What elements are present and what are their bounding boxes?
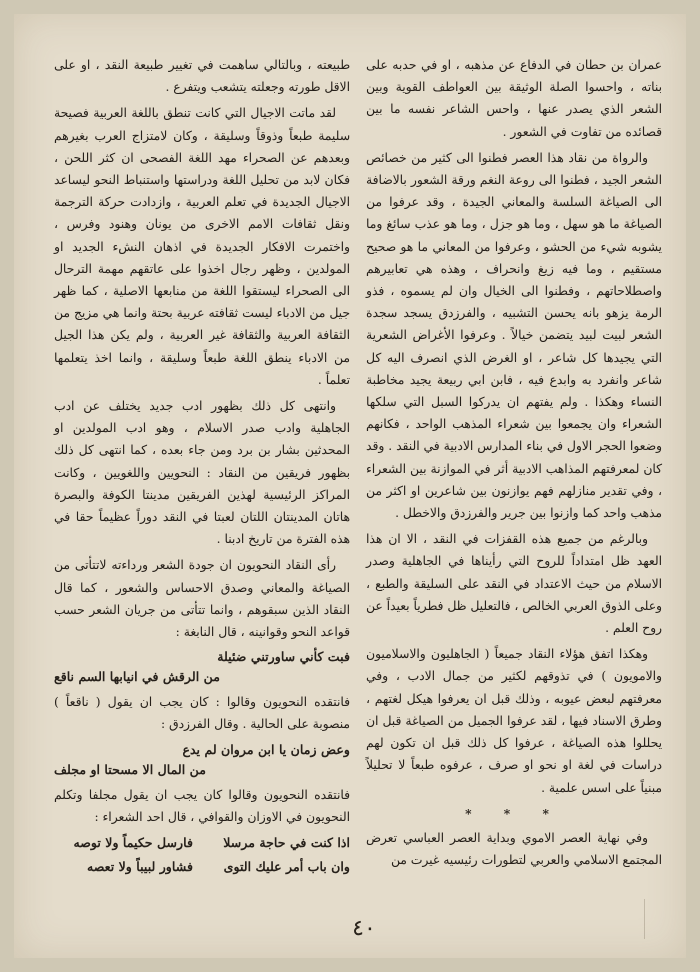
- verse-hemistich: فشاور لبيباً ولا تعصه: [86, 859, 193, 875]
- margin-mark: [644, 899, 673, 939]
- verse-hemistich: فبت كأني ساورتني ضئيلة: [217, 649, 350, 665]
- paragraph: طبيعته ، وبالتالي ساهمت في تغيير طبيعة النقد ، او على الاقل طورته وجعلته يتشعب ويتفرع .: [54, 58, 350, 95]
- paragraph: فانتقده النحويون وقالوا : كان يجب ان يقول ( ناقعاً ) منصوبة على الحالية . وقال الفرزدق :: [54, 695, 350, 732]
- paragraph: والرواة من نقاد هذا العصر فطنوا الى كثير من خصائص الشعر الجيد ، فطنوا الى روعة النغم ورقة الشعور بالاضافة الى الصياغة السلسة والمعاني الجيدة ، وقد عرفوا من الصياغة ما هو سهل ، وما هو جزل ، وما هو عذب سائغ وما يشوبه شيء من الحشو ، وعرفوا من المعاني ما هو صحيح مستقيم ، وما فيه زيغ وانحراف ، وهذه هي تعابيرهم واصطلاحاتهم ، وفطنوا الى الخيال وان لم يسموه ، فذو الرمة يزهو بانه يحسن التشبيه ، والفرزدق يسجد سجدة الشعر لبيت لبيد يتضمن خيالاً . وعرفوا الأغراض الشعرية التي يجيدها كل شاعر ، او الغرض الذي انصرف اليه كل شاعر وانفرد به وابدع فيه ، فابن ابي ربيعة يجيد مخاطبة النساء وهكذا . ولم يفتهم ان يدركوا السبل التي سلكها الشعراء وان يجمعوا بين شعراء المذهب الواحد ، فكانهم وضعوا الحجر الاول في بناء المدارس الادبية في النقد . وقد كان لمعرفتهم المذاهب الادبية أثر في الموازنة بين الشعراء ، وفي تقدير منازلهم فهم يوازنون بين شاعرين او اكثر من مذهب واحد كما وازنوا بين جرير والفرزدق والاخطل .: [366, 150, 662, 521]
- right-column: [366, 54, 662, 875]
- book-page: [14, 14, 686, 958]
- paragraph: فانتقده النحويون وقالوا كان يجب ان يقول مجلفا وتكلم النحويون في الاوزان والقوافي ، قال احد الشعراء :: [54, 787, 350, 824]
- verse-hemistich: من المال الا مسحتا او مجلف: [54, 761, 206, 777]
- verse-hemistich: من الرقش في انيابها السم ناقع: [54, 669, 220, 685]
- poem-verse: [54, 740, 350, 780]
- paragraph: رأى النقاد النحويون ان جودة الشعر ورداءته لاتتأتى من الصياغة والمعاني وصدق الاحساس والشعور ، كما قال النقاد الذين سبقوهم ، وانما تتأتى من جريان الشعر حسب قواعد النحو وقوانينه ، قال النابغة :: [54, 558, 350, 640]
- page-number: ٤٠: [352, 916, 376, 941]
- poem-verse: [54, 832, 350, 878]
- section-separator: * * *: [465, 805, 563, 821]
- paragraph: عمران بن حطان في الدفاع عن مذهبه ، او في حدبه على بناته ، واحسوا الصلة الوثيقة بين العواطف القوية وبين الشعر الذي يصدر عنها ، واحس الشاعر نفسه ما بين قصائده من تفاوت في الشعور .: [366, 58, 662, 139]
- paragraph: لقد ماتت الاجيال التي كانت تنطق باللغة العربية فصيحة سليمة طبعاً وذوقاً وسليقة ، وكان لامتزاج العرب بغيرهم وبعدهم عن الصحراء مهد اللغة الفصحى ان كثر اللحن ، فكان لابد من تحليل اللغة ودراستها واستنباط النحو ليساعد الاجيال الجديدة في تعلم العربية ، وازدادت حركة الترجمة ونقل ثقافات الامم الاخرى من يونان وهنود وفرس ، واختمرت الافكار الجديدة في اذهان النشء الجديد او المولدين ، وظهر رجال اخذوا على عاتقهم مهمة الترحال الى الصحراء ليستقوا اللغة من منابعها الاصلية ، كما ظهر جيل من الادباء ليست ثقافته عربية بحتة وانما هي مزيج من الثقافة العربية والثقافة غير العربية ، ولم يكن هذا الجيل من الادباء ينطق اللغة طبعاً وسليقة ، وانما اخذ يتعلمها تعلماً .: [54, 106, 350, 387]
- verse-hemistich: وان باب أمر عليك التوى: [223, 859, 350, 875]
- paragraph: وفي نهاية العصر الاموي وبداية العصر العباسي تعرض المجتمع الاسلامي والعربي لتطورات رئيسيه غيرت من: [366, 830, 662, 868]
- paragraph: وهكذا اتفق هؤلاء النقاد جميعاً ( الجاهليون والاسلاميون والامويون ) في تذوقهم لكثير من جمال الادب ، وفي معرفتهم لبعض عيوبه ، وذلك قبل ان يعرفوا هيكل لغتهم ، وطرق الاسناد فيها ، لقد عرفوا الجميل من الصياغة قبل ان يحللوا هذه الصياغة ، عرفوا كل ذلك قبل ان تكون لهم دراسات في لغة او نحو او صرف ، عرفوه طبعاً لا تحليلاً مبنياً على اسس علمية .: [366, 647, 662, 795]
- poem-verse: [54, 647, 350, 687]
- left-column: [54, 54, 350, 878]
- paragraph: وبالرغم من جميع هذه القفزات في النقد ، الا ان هذا العهد ظل امتداداً للروح التي رأيناها في الجاهلية وصدر الاسلام من حيث الاعتداد في النقد على السليقة والطبع ، وعلى الذوق العربي الخالص ، فالتعليل ظل فطرياً بعيداً عن روح العلم .: [366, 532, 662, 636]
- paragraph: وانتهى كل ذلك بظهور ادب جديد يختلف عن ادب الجاهلية وادب صدر الاسلام ، وهو ادب المولدين او المحدثين بشار بن برد ومن جاء بعده ، كما انتهى كل ذلك بظهور فريقين من النقاد : النحويين واللغويين ، وكانت المراكز الرئيسية لهذين الفريقين مدينتا الكوفة والبصرة هاتان المدينتان اللتان لعبتا في النقد دوراً عظيماً حقا في هذه الفترة من تاريخ ادبنا .: [54, 399, 350, 547]
- verse-hemistich: وعض زمان يا ابن مروان لم يدع: [182, 741, 350, 757]
- verse-hemistich: اذا كنت في حاجة مرسلا: [223, 835, 350, 851]
- verse-hemistich: فارسل حكيماً ولا توصه: [73, 835, 193, 851]
